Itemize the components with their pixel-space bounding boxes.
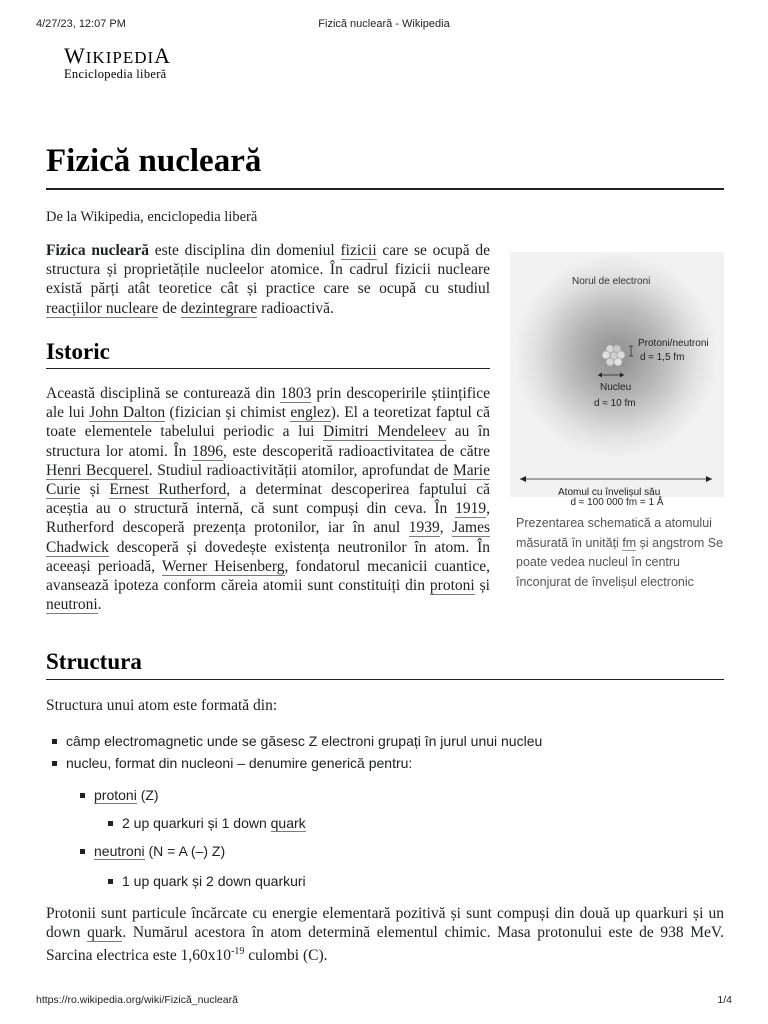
list-item-protoni-quarks <box>102 812 716 834</box>
link-ernest-rutherford[interactable]: Ernest Rutherford <box>109 481 227 499</box>
history-text: . Studiul radioactivității atomilor, aprofundat de <box>148 461 453 479</box>
history-text: și <box>80 481 110 499</box>
atom-size: d ≈ 100 000 fm = 1 Å <box>570 497 664 508</box>
protons-text: Protonii sunt particule încărcate cu energie elementară pozitivă și sunt compuși din două up quarkuri și un down <box>46 905 724 942</box>
protons-text: culombi (C). <box>244 947 328 965</box>
intro-text: de <box>158 299 181 317</box>
structure-list <box>46 730 716 892</box>
wikipedia-tagline: Enciclopedia liberă <box>64 67 167 81</box>
link-dimitri-mendeleev[interactable]: Dimitri Mendeleev <box>323 423 447 441</box>
history-text: , a determinat descoperirea faptului că aceștia au o structură internă, că sunt compuși din ceva. În <box>46 481 491 518</box>
list-item-protoni <box>74 784 716 806</box>
section-divider <box>46 679 724 680</box>
link-quark[interactable]: quark <box>87 924 123 942</box>
history-text: descoperă și dovedește existența neutronilor în atom. În aceeași perioadă, <box>46 538 490 575</box>
proton-neutron-label: Protoni/neutroni <box>638 338 709 349</box>
page-title: Fizică nucleară <box>46 143 262 179</box>
link-marie-curie[interactable]: Marie Curie <box>46 461 490 499</box>
list-item: câmp electromagnetic unde se găsesc Z electroni grupați în jurul unui nucleu <box>46 730 716 752</box>
wikipedia-wordmark[interactable] <box>64 43 171 69</box>
history-text: , <box>439 519 453 537</box>
list-text: (Z) <box>136 787 159 803</box>
section-divider <box>46 368 490 369</box>
intro-bold: Fizica nucleară <box>46 242 150 259</box>
link-john-dalton[interactable]: John Dalton <box>89 404 166 422</box>
print-url: https://ro.wikipedia.org/wiki/Fizică_nucleară <box>36 994 238 1006</box>
nucleus-size: d ≈ 10 fm <box>594 398 636 409</box>
history-text: , fondatorul mecanicii cuantice, avansează ipoteza conform căreia atomii sunt constituiți din <box>46 557 490 595</box>
atom-label: Atomul cu învelișul său <box>558 487 661 497</box>
list-text: (N = A (–) Z) <box>144 843 226 859</box>
link-reactii-nucleare[interactable]: reacțiilor nucleare <box>46 299 159 317</box>
protons-text: . Numărul acestora în atom determină elementul chimic. Masa protonului este de 938 MeV. Sarcina electrica este 1,60x10 <box>46 924 724 965</box>
list-text: 2 up quarkuri și 1 down <box>122 815 271 831</box>
link-englez[interactable]: englez <box>290 404 331 422</box>
history-text: . <box>97 596 102 614</box>
wordmark-first: W <box>64 43 86 68</box>
intro-text: care se ocupă de structura și proprietățile nucleelor atomice. În cadrul fizicii nucleare există părți atât teoretice cât și practice care se ocupă cu studiul <box>46 242 490 298</box>
link-1803[interactable]: 1803 <box>280 385 312 402</box>
list-item: nucleu, format din nucleoni – denumire generică pentru: <box>46 752 716 774</box>
caption-text: Prezentarea schematică a atomului măsurată în unități <box>516 516 712 550</box>
list-item-neutroni <box>74 840 716 862</box>
link-protoni-list[interactable]: protoni <box>94 787 137 803</box>
history-text: , este descoperită radioactivitatea de către <box>223 442 491 460</box>
link-dezintegrare[interactable]: dezintegrare <box>180 299 258 317</box>
wordmark-last: A <box>154 43 172 68</box>
atom-diagram[interactable] <box>510 252 724 497</box>
exponent: -19 <box>231 946 245 958</box>
proton-neutron-size: d ≈ 1,5 fm <box>640 352 685 363</box>
section-heading-istoric: Istoric <box>46 339 110 364</box>
link-neutroni[interactable]: neutroni <box>46 596 98 614</box>
link-protoni[interactable]: protoni <box>429 577 475 595</box>
link-1919[interactable]: 1919 <box>455 500 487 518</box>
history-paragraph <box>46 384 490 614</box>
page-subtitle: De la Wikipedia, enciclopedia liberă <box>46 209 258 225</box>
print-title: Fizică nucleară - Wikipedia <box>318 18 450 30</box>
wordmark-mid: IKIPEDI <box>85 48 155 67</box>
intro-paragraph <box>46 241 490 318</box>
history-text: (fizician și chimist <box>165 404 291 422</box>
link-fizicii[interactable]: fizicii <box>340 242 377 259</box>
caption-text: și angstrom Se poate vedea nucleul în centru înconjurat de învelișul electronic <box>516 535 724 589</box>
cloud-label: Norul de electroni <box>572 276 651 287</box>
nucleus-label: Nucleu <box>600 382 632 393</box>
link-1896[interactable]: 1896 <box>192 442 224 460</box>
atom-diagram-svg <box>510 252 724 497</box>
link-fm[interactable]: fm <box>622 535 637 550</box>
history-text: și <box>474 577 490 595</box>
history-text: Această disciplină se conturează din <box>46 385 281 402</box>
history-text: ). El a teoretizat faptul că toate elementele tabelului periodic a lui <box>46 404 491 441</box>
intro-text: radioactivă. <box>257 299 334 317</box>
protons-paragraph <box>46 904 724 966</box>
structure-intro: Structura unui atom este formată din: <box>46 697 278 714</box>
history-text: prin descoperirile științifice ale lui <box>46 385 490 422</box>
section-heading-structura: Structura <box>46 649 142 674</box>
link-james-chadwick[interactable]: James Chadwick <box>46 519 491 556</box>
history-text: , Rutherford descoperă prezența protonilor, iar în anul <box>46 500 490 537</box>
link-neutroni-list[interactable]: neutroni <box>94 843 145 859</box>
print-datetime: 4/27/23, 12:07 PM <box>36 18 126 30</box>
title-divider <box>46 188 724 190</box>
figure-caption <box>516 514 726 592</box>
link-werner-heisenberg[interactable]: Werner Heisenberg <box>161 557 285 575</box>
history-text: au în structura lor atomi. În <box>46 423 491 460</box>
link-quark-list[interactable]: quark <box>270 815 306 831</box>
list-item-neutroni-quarks: 1 up quark și 2 down quarkuri <box>102 870 716 892</box>
intro-text: este disciplina din domeniul <box>149 242 341 259</box>
link-henri-becquerel[interactable]: Henri Becquerel <box>46 461 149 479</box>
link-1939[interactable]: 1939 <box>408 519 440 537</box>
print-page-number: 1/4 <box>717 994 732 1006</box>
